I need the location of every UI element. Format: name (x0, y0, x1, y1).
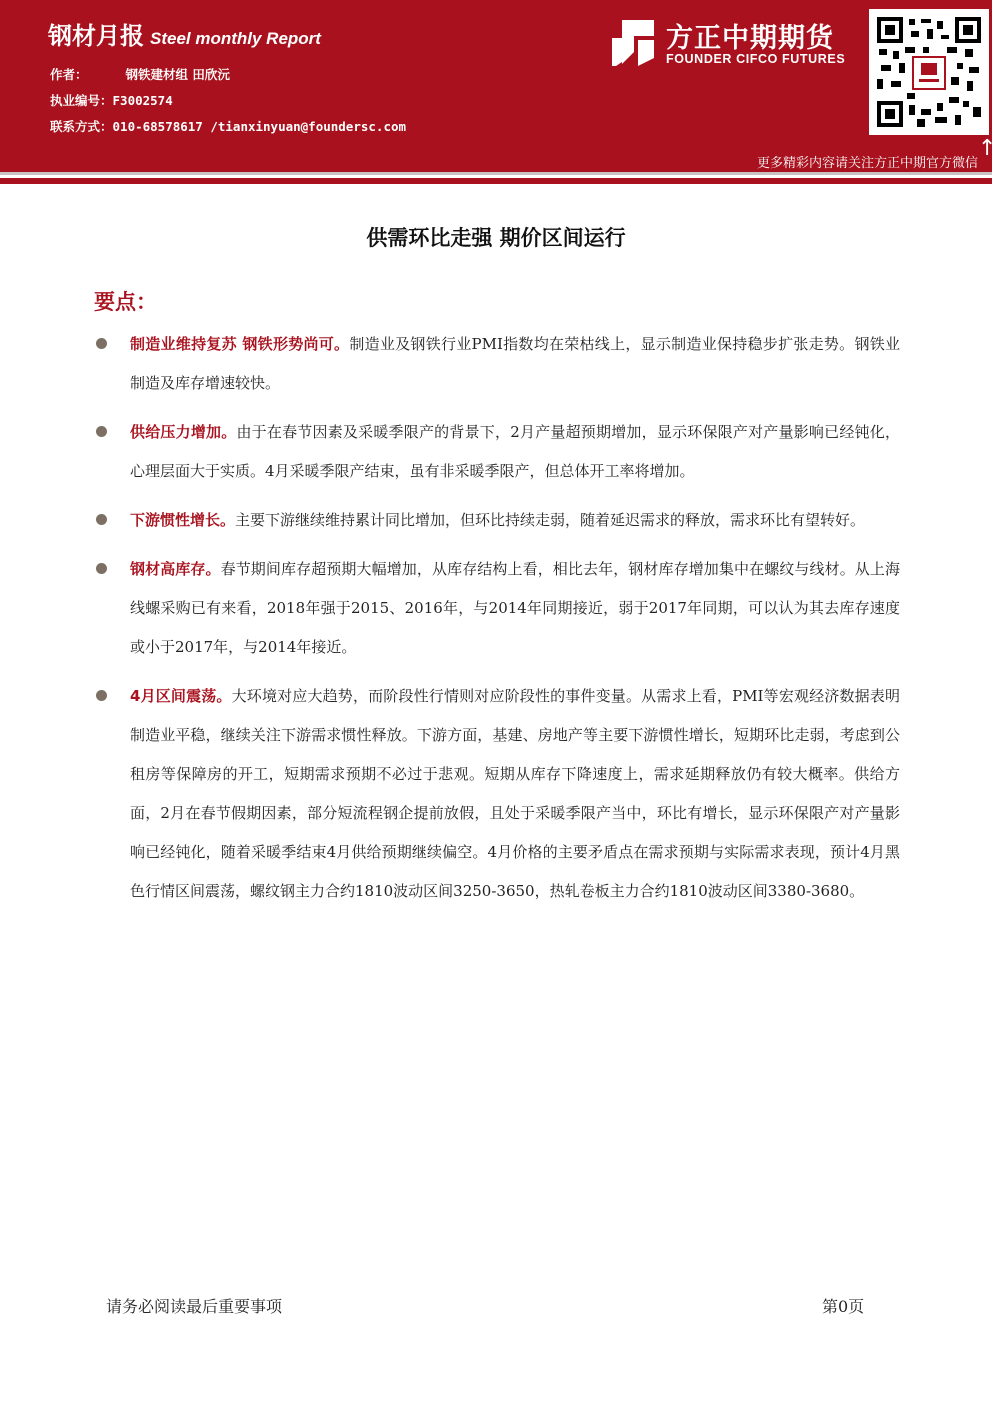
header-divider-gray (0, 172, 992, 175)
license-line (50, 91, 173, 109)
key-point-lead: 供给压力增加。 (130, 423, 237, 441)
key-point-body: 制造业及钢铁行业PMI指数均在荣枯线上，显示制造业保持稳步扩张走势。钢铁业制造及库存增速较快。 (130, 335, 900, 392)
logo-text-en: FOUNDER CIFCO FUTURES (666, 52, 846, 66)
key-point-body: 由于在春节因素及采暖季限产的背景下，2月产量超预期增加，显示环保限产对产量影响已经钝化，心理层面大于实质。4月采暖季限产结束，虽有非采暖季限产，但总体开工率将增加。 (130, 423, 900, 480)
license-value: F3002574 (112, 93, 173, 108)
key-point (94, 325, 900, 403)
key-points-list (94, 325, 900, 921)
logo-mark-icon (608, 18, 658, 68)
key-point (94, 550, 900, 667)
key-point (94, 413, 900, 491)
report-title-en: Steel monthly Report (150, 29, 321, 48)
bullet-icon (96, 514, 107, 525)
arrow-up-icon: ↑ (978, 136, 996, 161)
contact-line (50, 117, 406, 135)
key-points-heading: 要点： (94, 290, 157, 314)
contact-value[interactable]: 010-68578617 /tianxinyuan@foundersc.com (112, 119, 407, 134)
follow-wechat-text: 更多精彩内容请关注方正中期官方微信 (756, 156, 978, 171)
contact-label: 联系方式： (50, 119, 113, 134)
bullet-icon (96, 338, 107, 349)
key-point-body: 大环境对应大趋势，而阶段性行情则对应阶段性的事件变量。从需求上看，PMI等宏观经济数据表明制造业平稳，继续关注下游需求惯性释放。下游方面，基建、房地产等主要下游惯性增长，短期环比走弱，考虑到公租房等保障房的开工，短期需求预期不必过于悲观。短期从库存下降速度上，需求延期释放仍有较大概率。供给方面，2月在春节假期因素，部分短流程钢企提前放假，且处于采暖季限产当中，环比有增长，显示环保限产对产量影响已经钝化，随着采暖季结束4月供给预期继续偏空。4月价格的主要矛盾点在需求预期与实际需求表现，预计4月黑色行情区间震荡，螺纹钢主力合约1810波动区间3250-3650，热轧卷板主力合约1810波动区间3380-3680。 (130, 687, 900, 900)
key-point-body: 主要下游继续维持累计同比增加，但环比持续走弱，随着延迟需求的释放，需求环比有望转好。 (235, 511, 866, 529)
document-title: 供需环比走强 期价区间运行 (366, 226, 626, 250)
key-point-lead: 4月区间震荡。 (130, 687, 232, 705)
author-label: 作者： (50, 67, 88, 82)
key-point (94, 501, 900, 540)
footer-disclaimer-note: 请务必阅读最后重要事项 (106, 1297, 283, 1316)
company-logo (608, 16, 863, 72)
license-label: 执业编号： (50, 93, 113, 108)
key-point-lead: 钢材高库存。 (130, 560, 221, 578)
key-point-lead: 下游惯性增长。 (130, 511, 236, 529)
bullet-icon (96, 426, 107, 437)
bullet-icon (96, 563, 107, 574)
header-banner (0, 0, 996, 172)
report-title-cn: 钢材月报 (48, 22, 144, 50)
key-point-body: 春节期间库存超预期大幅增加，从库存结构上看，相比去年，钢材库存增加集中在螺纹与线材。从上海线螺采购已有来看，2018年强于2015、2016年，与2014年同期接近，弱于2017年同期，可以认为其去库存速度或小于2017年，与2014年接近。 (130, 560, 900, 656)
key-point-lead: 制造业维持复苏 钢铁形势尚可。 (130, 335, 350, 353)
author-line (50, 65, 230, 83)
author-value: 钢铁建材组 田欣沅 (125, 67, 230, 82)
header-divider-red (0, 178, 992, 184)
key-point (94, 677, 900, 911)
report-title (48, 16, 321, 51)
wechat-qr-code (869, 9, 989, 135)
bullet-icon (96, 690, 107, 701)
page-number: 第0页 (822, 1297, 865, 1316)
qr-code-icon (877, 17, 981, 127)
logo-text-cn: 方正中期期货 (666, 23, 834, 54)
